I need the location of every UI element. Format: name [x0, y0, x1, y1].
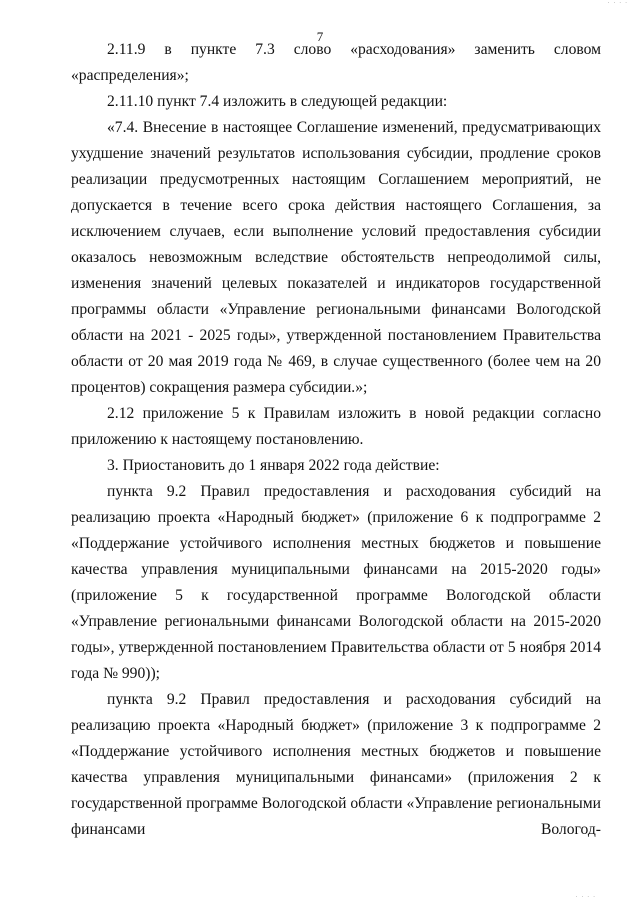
document-body — [71, 37, 601, 843]
scan-mark-bottom: · · · · — [575, 894, 596, 901]
paragraph-2-11-9: 2.11.9 в пункте 7.3 слово «расходования» заменить словом «распределения»; — [71, 41, 601, 84]
paragraph-2-11-10: 2.11.10 пункт 7.4 изложить в следующей редакции: — [107, 93, 448, 110]
paragraph-2-12: 2.12 приложение 5 к Правилам изложить в новой редакции согласно приложению к настоящему постановлению. — [71, 405, 601, 448]
paragraph-3: 3. Приостановить до 1 января 2022 года действие: — [107, 457, 440, 474]
scan-mark-top: · · · · — [607, 0, 628, 7]
page-number: 7 — [316, 29, 324, 44]
paragraph-7-4-quote: «7.4. Внесение в настоящее Соглашение изменений, предусматривающих ухудшение значений результатов использования субсидии, продление сроков реализации предусмотренных настоящим Соглашением мероприятий, не допускается в течение всего срока действия настоящего Соглашения, за исключением случаев, если выполнение условий предоставления субсидии оказалось невозможным вследствие обстоятельств непреодолимой силы, изменения значений целевых показателей и индикаторов государственной программы области «Управление региональными финансами Вологодской области на 2021 - 2025 годы», утвержденной постановлением Правительства области от 20 мая 2019 года № 469, в случае существенного (более чем на 20 процентов) сокращения размера субсидии.»; — [71, 119, 601, 396]
paragraph-item-9-2-second: пункта 9.2 Правил предоставления и расходования субсидий на реализацию проекта «Народный бюджет» (приложение 3 к подпрограмме 2 «Поддержание устойчивого исполнения местных бюджетов и повышение качества управления муниципальными финансами» (приложения 2 к государственной программе Вологодской области «Управление региональными финансами Вологод- — [71, 691, 601, 838]
paragraph-item-9-2-first: пункта 9.2 Правил предоставления и расходования субсидий на реализацию проекта «Народный бюджет» (приложение 6 к подпрограмме 2 «Поддержание устойчивого исполнения местных бюджетов и повышение качества управления муниципальными финансами на 2015-2020 годы» (приложение 5 к государственной программе Вологодской области «Управление региональными финансами Вологодской области на 2015-2020 годы», утвержденной постановлением Правительства области от 5 ноября 2014 года № 990)); — [71, 483, 601, 682]
